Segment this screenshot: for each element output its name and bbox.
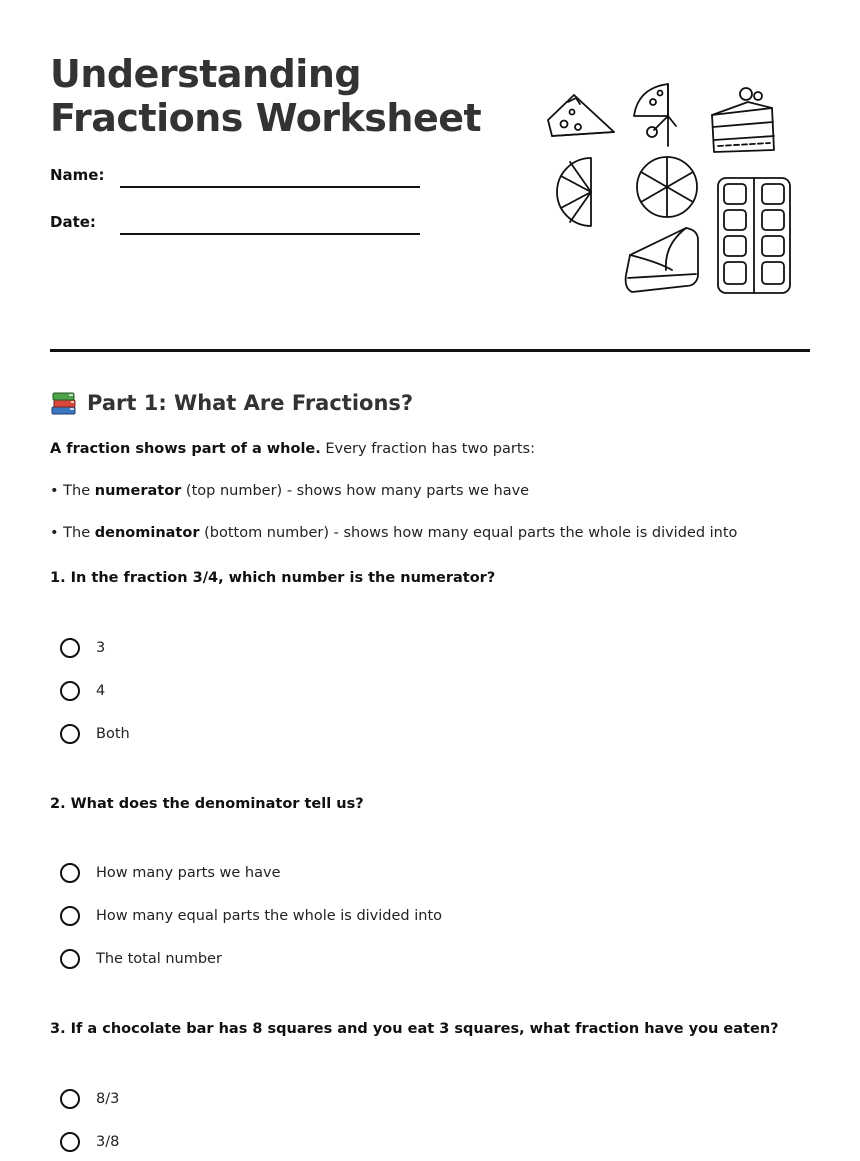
- radio-button[interactable]: [60, 1089, 80, 1109]
- q1-option-c[interactable]: [60, 721, 130, 747]
- title-line-1: Understanding: [50, 52, 362, 96]
- q1-option-b[interactable]: [60, 678, 105, 704]
- date-field: [50, 213, 430, 243]
- question-3: 3. If a chocolate bar has 8 squares and you eat 3 squares, what fraction have you eaten?: [50, 1021, 779, 1037]
- radio-button[interactable]: [60, 949, 80, 969]
- name-label: Name:: [50, 166, 105, 184]
- bullet-prefix: • The: [50, 525, 95, 541]
- intro-bold-text: A fraction shows part of a whole.: [50, 441, 321, 457]
- page-title: [50, 52, 520, 140]
- q2-option-b[interactable]: [60, 903, 442, 929]
- denominator-description: (bottom number) - shows how many equal parts the whole is divided into: [199, 525, 738, 541]
- q2-option-a[interactable]: [60, 860, 281, 886]
- name-input-line[interactable]: [120, 186, 420, 188]
- q3-option-b[interactable]: [60, 1129, 119, 1155]
- books-icon: [50, 389, 78, 417]
- cake-wedge-icon: [626, 228, 698, 292]
- food-fractions-illustration: [546, 80, 796, 300]
- option-label: How many parts we have: [96, 865, 281, 881]
- date-input-line[interactable]: [120, 233, 420, 235]
- numerator-term: numerator: [94, 483, 182, 499]
- intro-text: Every fraction has two parts:: [320, 441, 535, 457]
- question-1: 1. In the fraction 3/4, which number is the numerator?: [50, 570, 496, 586]
- radio-button[interactable]: [60, 638, 80, 658]
- title-line-2: Fractions Worksheet: [50, 96, 482, 140]
- numerator-description: (top number) - shows how many parts we have: [181, 483, 530, 499]
- radio-button[interactable]: [60, 906, 80, 926]
- denominator-term: denominator: [94, 525, 200, 541]
- part1-heading: [50, 389, 413, 417]
- question-2: 2. What does the denominator tell us?: [50, 796, 364, 812]
- bullet-prefix: • The: [50, 483, 95, 499]
- chocolate-bar-icon: [718, 178, 790, 293]
- worksheet-page: [50, 0, 810, 1161]
- option-label: Both: [96, 726, 130, 742]
- option-label: 4: [96, 683, 106, 699]
- pizza-wedge-icon: [634, 84, 676, 146]
- date-label: Date:: [50, 213, 96, 231]
- intro-paragraph: [50, 441, 535, 457]
- radio-button[interactable]: [60, 724, 80, 744]
- cake-slice-icon: [712, 88, 774, 152]
- radio-button[interactable]: [60, 1132, 80, 1152]
- radio-button[interactable]: [60, 681, 80, 701]
- half-pie-icon: [557, 158, 591, 226]
- option-label: 3: [96, 640, 106, 656]
- bullet-numerator: [50, 483, 529, 499]
- option-label: How many equal parts the whole is divided into: [96, 908, 443, 924]
- q2-option-c[interactable]: [60, 946, 222, 972]
- option-label: The total number: [96, 951, 222, 967]
- name-field: [50, 166, 430, 196]
- bullet-denominator: [50, 525, 737, 541]
- radio-button[interactable]: [60, 863, 80, 883]
- q1-option-a[interactable]: [60, 635, 105, 661]
- section-divider: [50, 349, 810, 352]
- pizza-slice-icon: [548, 95, 614, 136]
- part1-title: Part 1: What Are Fractions?: [87, 391, 414, 415]
- q3-option-a[interactable]: [60, 1086, 119, 1112]
- option-label: 3/8: [96, 1134, 120, 1150]
- option-label: 8/3: [96, 1091, 120, 1107]
- pie-icon: [637, 157, 697, 217]
